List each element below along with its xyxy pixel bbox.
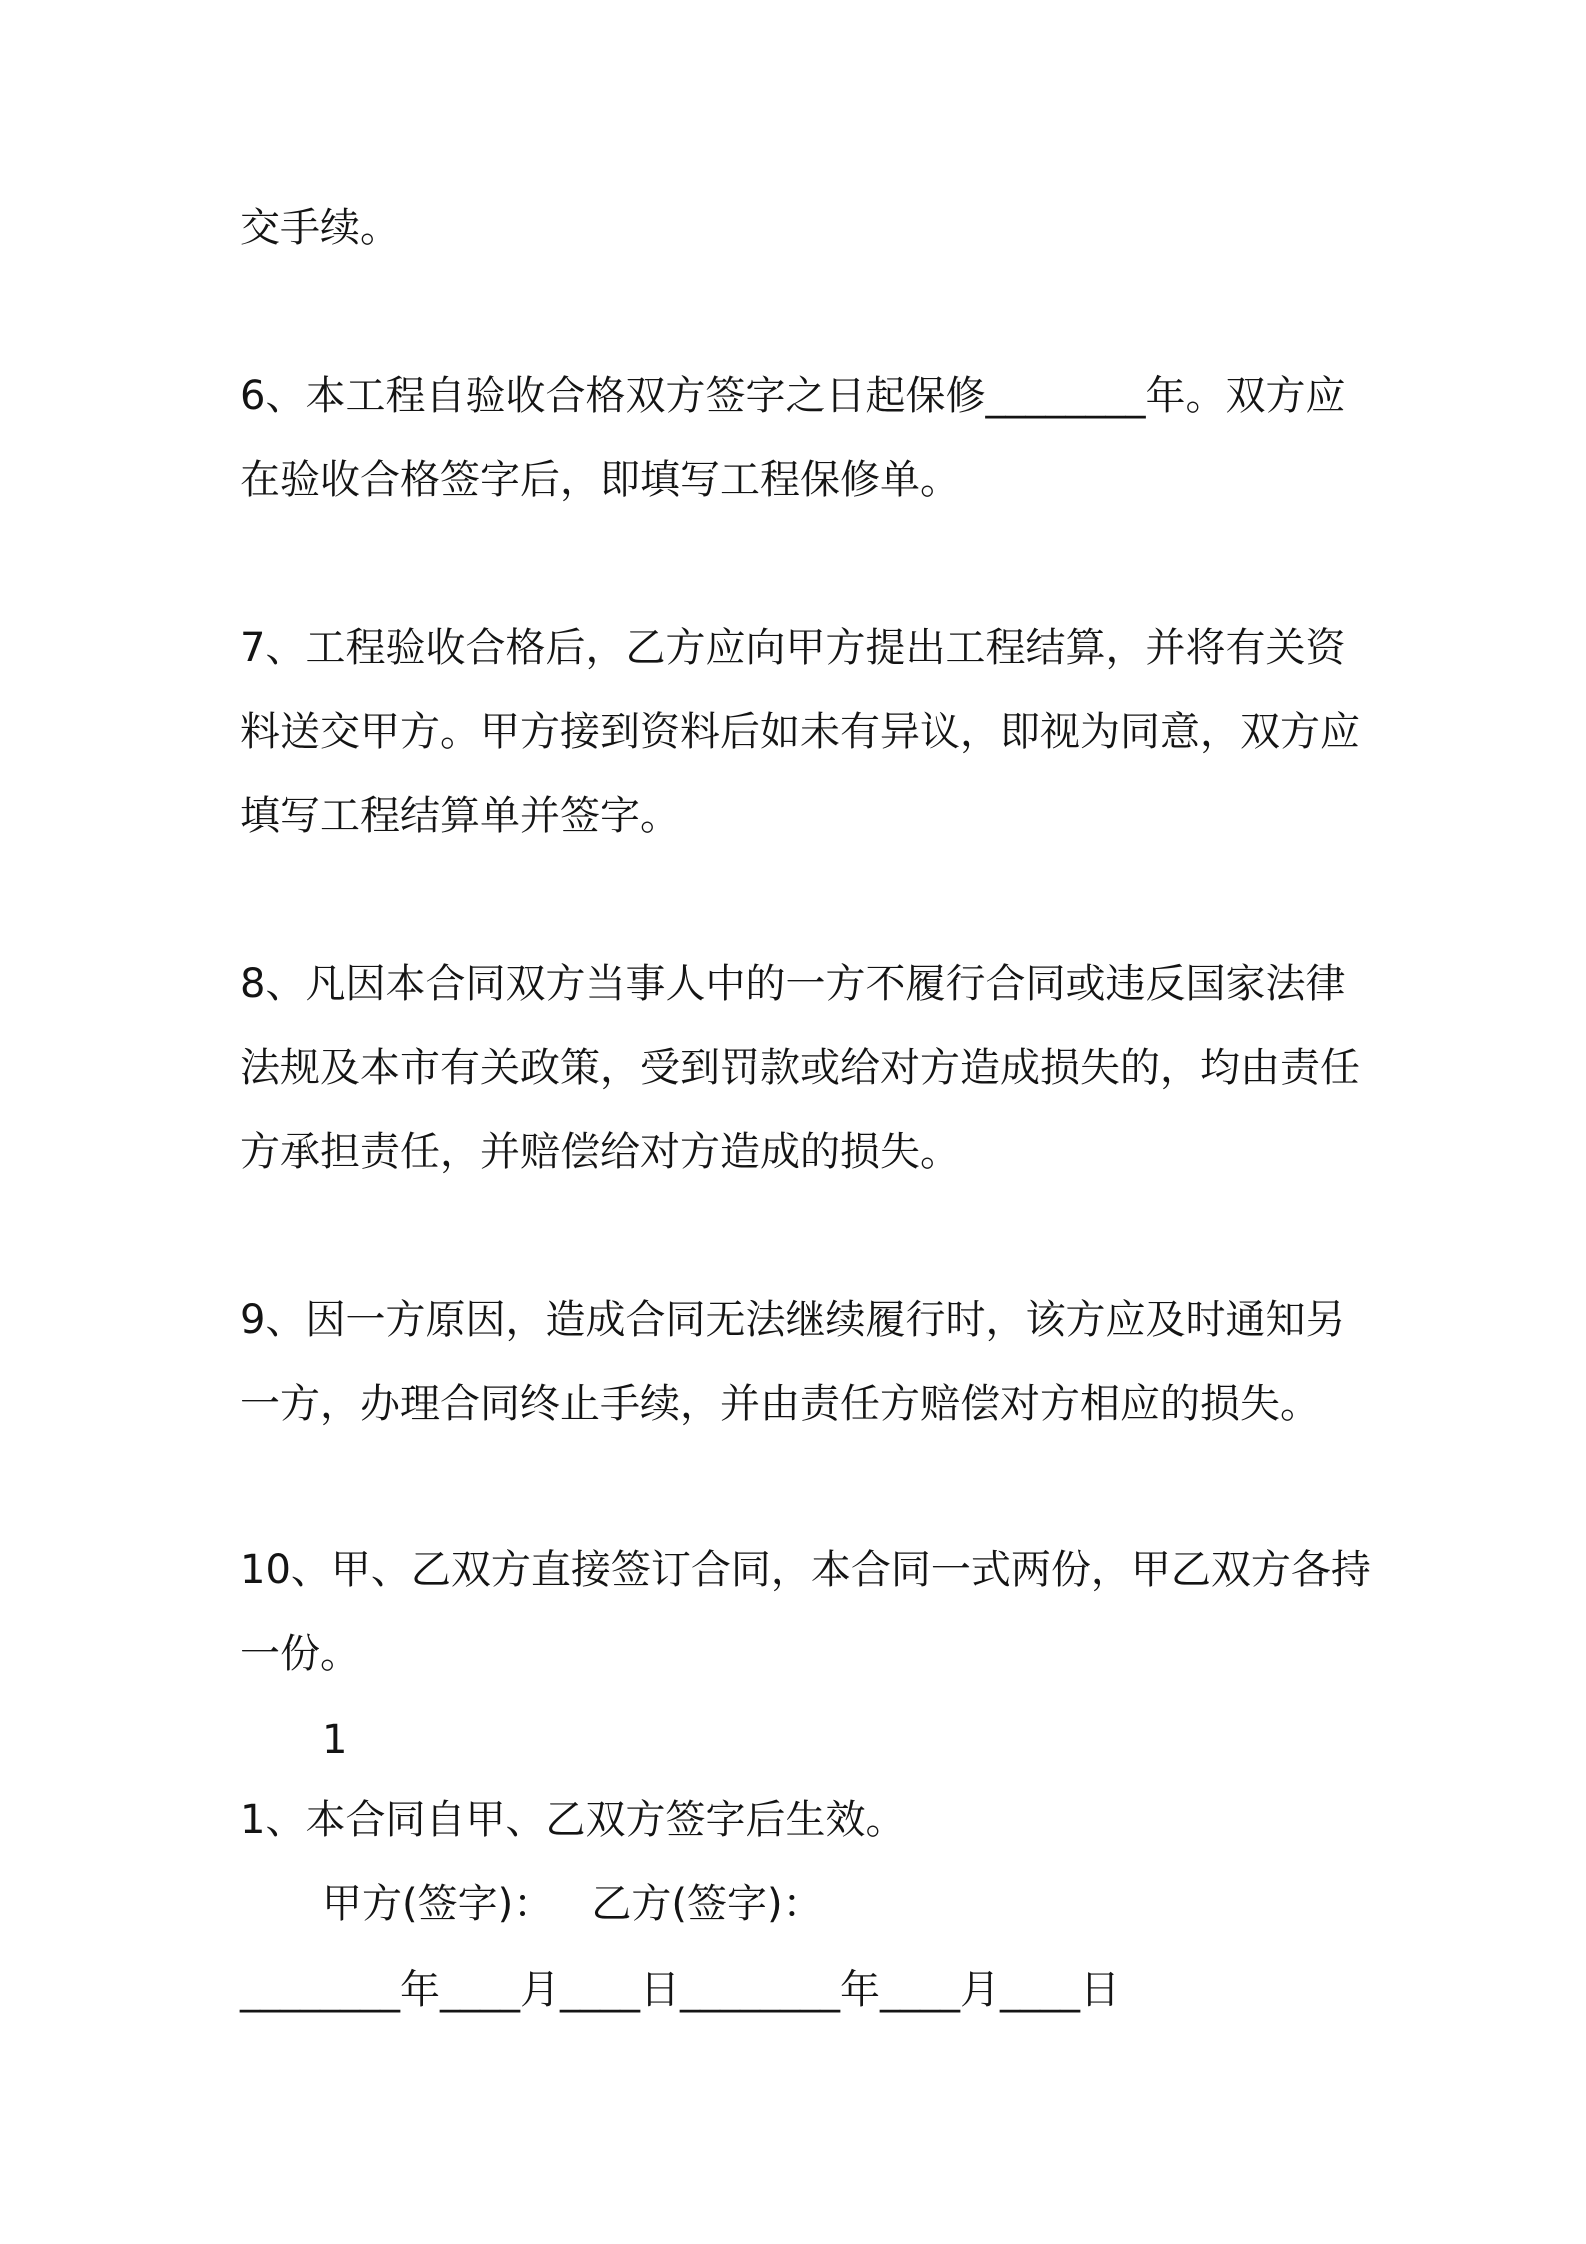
clause-8-line-3: 方承担责任，并赔偿给对方造成的损失。 xyxy=(240,1129,960,1175)
clause-7-line-1: 7、工程验收合格后，乙方应向甲方提出工程结算，并将有关资 xyxy=(240,625,1346,671)
signature-labels: 甲方(签字)： 乙方(签字)： xyxy=(322,1881,823,1927)
clause-6-line-2: 在验收合格签字后，即填写工程保修单。 xyxy=(240,457,960,503)
clause-8-line-1: 8、凡因本合同双方当事人中的一方不履行合同或违反国家法律 xyxy=(240,961,1346,1007)
clause-10-line-1: 10、甲、乙双方直接签订合同，本合同一式两份，甲乙双方各持 xyxy=(240,1547,1371,1593)
clause-6-line-1: 6、本工程自验收合格双方签字之日起保修________年。双方应 xyxy=(240,373,1346,419)
clause-11-line: 1、本合同自甲、乙双方签字后生效。 xyxy=(240,1797,906,1843)
clause-8-line-2: 法规及本市有关政策，受到罚款或给对方造成损失的，均由责任 xyxy=(240,1045,1360,1091)
date-line: ________年____月____日________年____月____日 xyxy=(240,1967,1120,2013)
text-line: 交手续。 xyxy=(240,205,400,251)
page-number: 1 xyxy=(322,1717,348,1763)
clause-9-line-1: 9、因一方原因，造成合同无法继续履行时，该方应及时通知另 xyxy=(240,1297,1346,1343)
clause-10-line-2: 一份。 xyxy=(240,1631,360,1677)
clause-9-line-2: 一方，办理合同终止手续，并由责任方赔偿对方相应的损失。 xyxy=(240,1381,1320,1427)
clause-7-line-3: 填写工程结算单并签字。 xyxy=(240,793,680,839)
clause-7-line-2: 料送交甲方。甲方接到资料后如未有异议，即视为同意，双方应 xyxy=(240,709,1360,755)
